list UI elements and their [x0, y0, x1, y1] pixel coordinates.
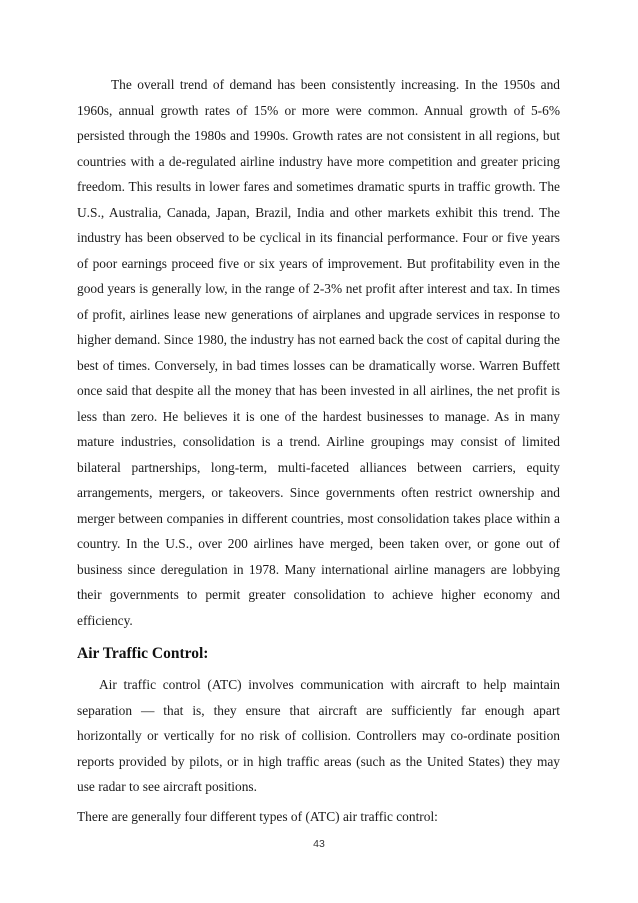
- body-paragraph-atc: Air traffic control (ATC) involves communication with aircraft to help maintain separation — that is, they ensure that aircraft are sufficiently far enough apart horizontally or vertically for no risk of collision. Controllers may co-ordinate position reports provided by pilots, or in high traffic areas (such as the United States) they may use radar to see aircraft positions.: [77, 677, 560, 794]
- body-paragraph-atc-types: There are generally four different types of (ATC) air traffic control:: [77, 808, 438, 824]
- section-heading-air-traffic-control: Air Traffic Control:: [77, 645, 209, 662]
- body-paragraph-demand-trend: The overall trend of demand has been consistently increasing. In the 1950s and 1960s, annual growth rates of 15% or more were common. Annual growth of 5-6% persisted through the 1980s and 1990s. Growth rates are not consistent in all regions, but countries with a de-regulated airline industry have more competition and greater pricing freedom. This results in lower fares and sometimes dramatic spurts in traffic growth. The U.S., Australia, Canada, Japan, Brazil, India and other markets exhibit this trend. The industry has been observed to be cyclical in its financial performance. Four or five years of poor earnings proceed five or six years of improvement. But profitability even in the good years is generally low, in the range of 2-3% net profit after interest and tax. In times of profit, airlines lease new generations of airplanes and upgrade services in response to higher demand. Since 1980, the industry has not earned back the cost of capital during the best of times. Conversely, in bad times losses can be dramatically worse. Warren Buffett once said that despite all the money that has been invested in all airlines, the net profit is less than zero. He believes it is one of the hardest businesses to manage. As in many mature industries, consolidation is a trend. Airline groupings may consist of limited bilateral partnerships, long-term, multi-faceted alliances between carriers, equity arrangements, mergers, or takeovers. Since governments often restrict ownership and merger between companies in different countries, most consolidation takes place within a country. In the U.S., over 200 airlines have merged, been taken over, or gone out of business since deregulation in 1978. Many international airline managers are lobbying their governments to permit greater consolidation to achieve higher economy and efficiency.: [77, 77, 560, 628]
- page-content: [77, 72, 560, 829]
- page-number: 43: [313, 838, 325, 850]
